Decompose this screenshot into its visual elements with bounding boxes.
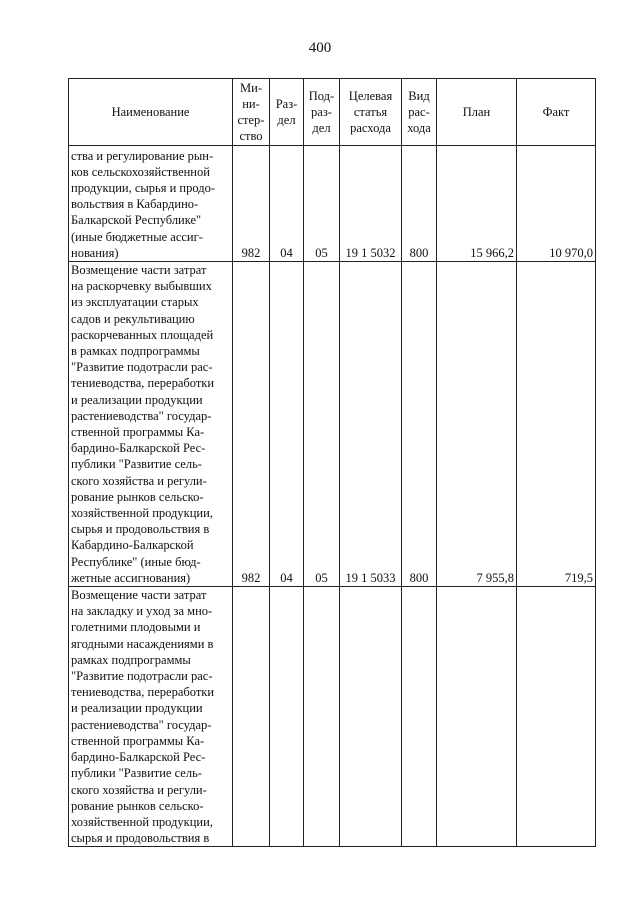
row-expense-type: 800 [402,146,437,262]
table-row [69,146,596,262]
row-subsection: 05 [304,146,340,262]
row-ministry: 982 [233,146,270,262]
row-name: ства и регулирование рын- ков сельскохозяйственной продукции, сырья и продо- вольствия в Кабардино- Балкарской Республике" (иные бюджетные ассиг- нования) [69,146,233,262]
row-target-article: 19 1 5032 [340,146,402,262]
row-name: Возмещение части затрат на закладку и уход за мно- голетними плодовыми и ягодными насаждениями в рамках подпрограммы "Развитие подотрасли рас- тениеводства, переработки и реализации продукции растениеводства" государ- ственной программы Ка- бардино-Балкарской Рес- публики "Развитие сель- ского хозяйства и регули- рование рынков сельско- хозяйственной продукции, сырья и продовольствия в [69,587,233,847]
row-ministry [233,587,270,847]
header-fact: Факт [517,79,596,146]
row-plan: 7 955,8 [437,262,517,587]
budget-table [68,78,596,847]
row-fact [517,587,596,847]
row-plan [437,587,517,847]
header-section: Раз- дел [270,79,304,146]
header-target-article: Целевая статья расхода [340,79,402,146]
table-row [69,262,596,587]
row-subsection [304,587,340,847]
row-fact: 719,5 [517,262,596,587]
table-header-row [69,79,596,146]
page-number: 400 [308,40,332,56]
header-subsection: Под- раз- дел [304,79,340,146]
header-expense-type: Вид рас- хода [402,79,437,146]
row-plan: 15 966,2 [437,146,517,262]
row-target-article: 19 1 5033 [340,262,402,587]
row-ministry: 982 [233,262,270,587]
header-ministry: Ми- ни- стер- ство [233,79,270,146]
row-expense-type: 800 [402,262,437,587]
row-target-article [340,587,402,847]
row-subsection: 05 [304,262,340,587]
table-row [69,587,596,847]
row-section [270,587,304,847]
row-fact: 10 970,0 [517,146,596,262]
row-expense-type [402,587,437,847]
row-section: 04 [270,262,304,587]
row-name: Возмещение части затрат на раскорчевку выбывших из эксплуатации старых садов и рекультивацию раскорчеванных площадей в рамках подпрограммы "Развитие подотрасли рас- тениеводства, переработки и реализации продукции растениеводства" государ- ственной программы Ка- бардино-Балкарской Рес- публики "Развитие сель- ского хозяйства и регули- рование рынков сельско- хозяйственной продукции, сырья и продовольствия в Кабардино-Балкарской Республике" (иные бюд- жетные ассигнования) [69,262,233,587]
header-plan: План [437,79,517,146]
header-name: Наименование [69,79,233,146]
row-section: 04 [270,146,304,262]
